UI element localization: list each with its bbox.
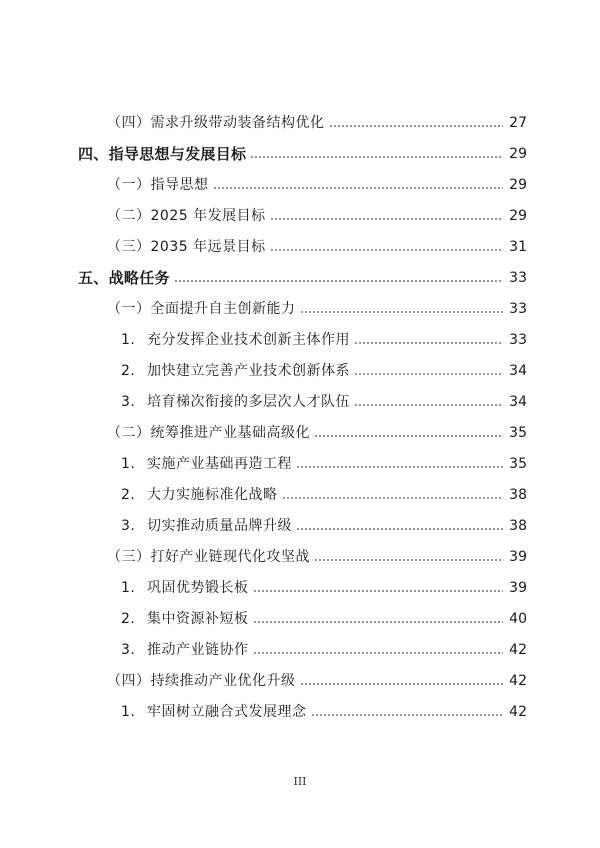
- toc-entry-label: [121, 517, 292, 535]
- toc-entry-number: 1.: [121, 580, 136, 596]
- toc-entry-label: （三）2035 年远景目标: [107, 239, 266, 255]
- dot-leader: [354, 370, 503, 376]
- dot-leader: [314, 556, 503, 562]
- toc-entry-label: [121, 362, 350, 380]
- toc-entry-page: 33: [509, 332, 527, 348]
- toc-entry-number: 1.: [121, 332, 136, 348]
- dot-leader: [253, 618, 504, 624]
- toc-entry[interactable]: [107, 544, 527, 566]
- toc-entry-number: 3.: [121, 642, 136, 658]
- toc-entry-title: 切实推动质量品牌升级: [147, 518, 292, 534]
- toc-entry[interactable]: [107, 110, 527, 132]
- dot-leader: [213, 184, 504, 190]
- toc-entry-title: 充分发挥企业技术创新主体作用: [147, 332, 350, 348]
- toc-entry-label: [121, 393, 350, 411]
- toc-entry-page: 40: [509, 611, 527, 627]
- dot-leader: [253, 587, 504, 593]
- toc-entry[interactable]: [121, 575, 527, 597]
- toc-entry-page: 29: [509, 208, 527, 224]
- toc-entry-page: 42: [509, 704, 527, 720]
- toc-entry-page: 29: [509, 177, 527, 193]
- toc-entry[interactable]: [121, 327, 527, 349]
- toc-entry-label: （四）持续推动产业优化升级: [107, 673, 296, 689]
- toc-entry[interactable]: [107, 203, 527, 225]
- toc-entry[interactable]: [107, 296, 527, 318]
- toc-entry-number: 1.: [121, 704, 136, 720]
- dot-leader: [296, 463, 503, 469]
- toc-entry[interactable]: [107, 172, 527, 194]
- toc-entry-label: 五、战略任务: [78, 269, 170, 287]
- toc-entry-page: 35: [509, 425, 527, 441]
- toc-entry-page: 27: [509, 115, 527, 131]
- toc-entry-number: 3.: [121, 518, 136, 534]
- toc-entry-number: 2.: [121, 611, 136, 627]
- toc-entry-label: [121, 610, 249, 628]
- toc-entry-number: 2.: [121, 363, 136, 379]
- toc-entry-label: （二）2025 年发展目标: [107, 208, 266, 224]
- dot-leader: [314, 432, 503, 438]
- toc-entry[interactable]: [121, 451, 527, 473]
- dot-leader: [174, 277, 503, 283]
- toc-entry-page: 33: [509, 270, 527, 286]
- toc-entry-label: （四）需求升级带动装备结构优化: [107, 115, 325, 131]
- toc-entry[interactable]: [78, 141, 527, 163]
- toc-entry-title: 实施产业基础再造工程: [147, 456, 292, 472]
- toc-entry-page: 34: [509, 363, 527, 379]
- dot-leader: [354, 339, 503, 345]
- toc-entry-label: [121, 455, 292, 473]
- dot-leader: [253, 649, 504, 655]
- toc-entry-title: 培育梯次衔接的多层次人才队伍: [147, 394, 350, 410]
- toc-entry-label: 四、指导思想与发展目标: [78, 145, 247, 163]
- page-number: III: [293, 775, 307, 788]
- toc-entry-label: （二）统筹推进产业基础高级化: [107, 425, 310, 441]
- toc-entry[interactable]: [121, 513, 527, 535]
- toc-entry-number: 2.: [121, 487, 136, 503]
- toc-entry[interactable]: [107, 234, 527, 256]
- toc-entry-page: 39: [509, 580, 527, 596]
- toc-entry[interactable]: [121, 482, 527, 504]
- toc-entry-label: [121, 703, 307, 721]
- toc-entry-label: （一）指导思想: [107, 177, 209, 193]
- toc-entry-title: 大力实施标准化战略: [147, 487, 278, 503]
- toc-entry-page: 42: [509, 673, 527, 689]
- toc-entry[interactable]: [121, 637, 527, 659]
- toc-entry[interactable]: [107, 420, 527, 442]
- dot-leader: [354, 401, 503, 407]
- toc-entry-title: 集中资源补短板: [147, 611, 249, 627]
- toc-entry-page: 38: [509, 518, 527, 534]
- dot-leader: [329, 122, 504, 128]
- toc-entry[interactable]: [121, 699, 527, 721]
- toc-entry-label: （三）打好产业链现代化攻坚战: [107, 549, 310, 565]
- toc-entry-number: 3.: [121, 394, 136, 410]
- dot-leader: [311, 711, 504, 717]
- toc-entry-title: 巩固优势锻长板: [147, 580, 249, 596]
- dot-leader: [300, 308, 504, 314]
- toc-entry-label: （一）全面提升自主创新能力: [107, 301, 296, 317]
- dot-leader: [296, 525, 503, 531]
- toc-entry-page: 31: [509, 239, 527, 255]
- toc-entry-page: 35: [509, 456, 527, 472]
- toc-entry-label: [121, 331, 350, 349]
- toc-entry-title: 推动产业链协作: [147, 642, 249, 658]
- toc-entry-page: 34: [509, 394, 527, 410]
- toc-entry-title: 加快建立完善产业技术创新体系: [147, 363, 350, 379]
- dot-leader: [250, 153, 503, 159]
- toc-entry[interactable]: [107, 668, 527, 690]
- toc-entry-title: 牢固树立融合式发展理念: [147, 704, 307, 720]
- toc-entry-page: 33: [509, 301, 527, 317]
- toc-entry-label: [121, 486, 278, 504]
- toc-entry-label: [121, 579, 249, 597]
- toc-entry[interactable]: [78, 265, 527, 287]
- toc-entry-page: 39: [509, 549, 527, 565]
- toc-entry[interactable]: [121, 606, 527, 628]
- toc-entry-number: 1.: [121, 456, 136, 472]
- toc-entry[interactable]: [121, 358, 527, 380]
- toc-entry-page: 42: [509, 642, 527, 658]
- dot-leader: [300, 680, 504, 686]
- dot-leader: [270, 246, 503, 252]
- dot-leader: [282, 494, 504, 500]
- toc-entry[interactable]: [121, 389, 527, 411]
- toc-entry-label: [121, 641, 249, 659]
- dot-leader: [270, 215, 503, 221]
- toc-entry-page: 29: [509, 146, 527, 162]
- toc-entry-page: 38: [509, 487, 527, 503]
